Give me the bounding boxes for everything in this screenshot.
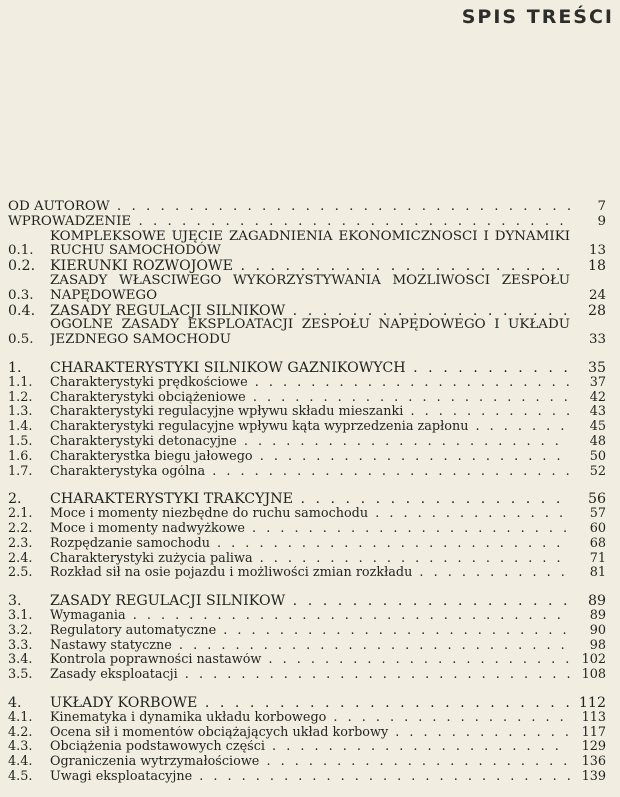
toc-entry <box>8 230 606 260</box>
toc-entry-page: 57 <box>589 506 606 522</box>
toc-entry <box>8 552 606 567</box>
toc-entry-number: 0.3. <box>8 287 34 303</box>
toc-entry-number: 3.1. <box>8 607 33 623</box>
toc-entry-title: Moce i momenty nadwyżkowe . . . <box>50 522 570 537</box>
toc-entry-page: 136 <box>581 754 606 770</box>
toc-entry <box>8 770 606 785</box>
toc-entry <box>8 594 606 609</box>
toc-entry-title: Charakterystyki detonacyjne . . . <box>50 435 570 450</box>
toc-entry-title: WPROWADZENIE . . . <box>8 215 570 230</box>
toc-entry-page: 52 <box>589 463 606 479</box>
toc-entry-page: 45 <box>589 419 606 435</box>
toc-entry <box>8 740 606 755</box>
toc-entry <box>8 215 606 230</box>
toc-entry-page: 43 <box>589 404 606 420</box>
toc-entry-number: 1.4. <box>8 419 33 435</box>
toc-entry <box>8 609 606 624</box>
toc-entry <box>8 450 606 465</box>
toc-entry-page: 24 <box>588 287 606 303</box>
toc-entry <box>8 200 606 215</box>
toc-entry <box>8 711 606 726</box>
toc-entry-page: 50 <box>589 448 606 464</box>
toc-entry-page: 60 <box>589 520 606 536</box>
toc-entry-page: 90 <box>589 622 606 638</box>
toc-entry <box>8 465 606 480</box>
toc-entry <box>8 435 606 450</box>
toc-entry-number: 1.6. <box>8 448 33 464</box>
toc-entry-number: 2.1. <box>8 506 33 522</box>
toc-entry-page: 139 <box>581 768 606 784</box>
toc-entry-title: OGÓLNE ZASADY EKSPLOATACJI ZESPOŁU NAPĘDOWEGO I UKŁADU JEZDNEGO SAMOCHODU <box>50 318 570 348</box>
toc-entry-title: Regulatory automatyczne . . . <box>50 624 570 639</box>
toc-entry-page: 35 <box>587 359 606 376</box>
toc-entry-number: 4.2. <box>8 724 33 740</box>
toc-entry-number: 1.3. <box>8 404 33 420</box>
toc-entry-page: 33 <box>588 332 606 348</box>
page-title: SPIS TREŚCI <box>461 6 614 28</box>
toc-entry-number: 1.2. <box>8 389 33 405</box>
toc-entry-number: 3. <box>8 593 22 610</box>
toc-entry-page: 42 <box>589 389 606 405</box>
toc-entry-title: Charakterystyki regulacyjne wpływu kąta wyprzedzenia zapłonu . . . <box>50 420 570 435</box>
toc-entry-title: Charakterystyki obciążeniowe . . . <box>50 391 570 406</box>
section-gap <box>8 581 606 594</box>
toc-entry-number: 4.3. <box>8 739 33 755</box>
toc-entry-page: 98 <box>589 637 606 653</box>
toc-entry-title: Nastawy statyczne . . . <box>50 639 570 654</box>
toc-entry-page: 13 <box>588 243 606 259</box>
toc-entry-page: 56 <box>587 491 606 508</box>
toc-entry-number: 2.4. <box>8 550 33 566</box>
toc-entry-number: 2.2. <box>8 520 33 536</box>
toc-entry <box>8 668 606 683</box>
toc-entry <box>8 537 606 552</box>
toc-entry-page: 9 <box>597 213 606 229</box>
toc-entry <box>8 420 606 435</box>
toc-entry-title: Zasady eksploatacji . . . <box>50 668 570 683</box>
toc-entry-title: CHARAKTERYSTYKI TRAKCYJNE . . . <box>50 492 570 507</box>
toc-entry-title: Charakterystyka ogólna . . . <box>50 465 570 480</box>
toc-entry-title: Ograniczenia wytrzymałościowe . . . <box>50 755 570 770</box>
toc-entry-number: 3.3. <box>8 637 33 653</box>
toc-entry-title: ZASADY REGULACJI SILNIKÓW . . . <box>50 304 570 319</box>
section-gap <box>8 479 606 492</box>
toc-entry-title: Obciążenia podstawowych części . . . <box>50 740 570 755</box>
toc-entry-page: 89 <box>587 593 606 610</box>
toc-entry-number: 3.4. <box>8 652 33 668</box>
toc-entry-page: 37 <box>589 374 606 390</box>
section-gap <box>8 683 606 696</box>
toc-entry <box>8 376 606 391</box>
toc-entry-number: 4. <box>8 694 22 711</box>
toc-entry-title: Charakterystka biegu jałowego . . . <box>50 450 570 465</box>
toc-entry <box>8 726 606 741</box>
toc-entry-number: 0.5. <box>8 332 34 348</box>
toc-entry-number: 1.1. <box>8 374 33 390</box>
toc-entry-page: 18 <box>587 258 606 275</box>
toc-entry <box>8 522 606 537</box>
section-gap <box>8 348 606 361</box>
toc-entry <box>8 361 606 376</box>
toc-entry-page: 89 <box>589 607 606 623</box>
toc-entry-title: KOMPLEKSOWE UJĘCIE ZAGADNIENIA EKONOMICZNOŚCI I DYNAMIKI RUCHU SAMOCHODÓW <box>50 229 570 259</box>
toc-entry-number: 2.3. <box>8 535 33 551</box>
toc-entry-title: Charakterystyki zużycia paliwa . . . <box>50 552 570 567</box>
toc-entry <box>8 274 606 304</box>
toc-entry-title: Wymagania . . . <box>50 609 570 624</box>
toc-entry-page: 68 <box>589 535 606 551</box>
toc-entry-page: 7 <box>597 199 606 214</box>
toc-entry <box>8 492 606 507</box>
toc-entry-title: Uwagi eksploatacyjne . . . <box>50 770 570 785</box>
toc-entry-title: Charakterystyki regulacyjne wpływu składu mieszanki . . . <box>50 405 570 420</box>
toc-entry-number: 2.5. <box>8 565 33 581</box>
toc-entry-page: 28 <box>587 302 606 319</box>
toc-entry <box>8 653 606 668</box>
toc-entry-number: 1. <box>8 359 22 376</box>
toc-entry-number: 3.2. <box>8 622 33 638</box>
toc-entry-title: Kinematyka i dynamika układu korbowego . . . <box>50 711 570 726</box>
toc-entry-title: OD AUTORÓW . . . <box>8 200 570 215</box>
toc-entry-number: 4.4. <box>8 754 33 770</box>
toc-entry-number: 1.7. <box>8 463 33 479</box>
toc-entry-number: 4.1. <box>8 709 33 725</box>
toc-entry-page: 108 <box>581 667 606 683</box>
toc-entry-number: 4.5. <box>8 768 33 784</box>
toc-entry-number: 0.1. <box>8 243 34 259</box>
toc-entry-title: Charakterystyki prędkościowe . . . <box>50 376 570 391</box>
toc-entry <box>8 639 606 654</box>
toc-entry-number: 3.5. <box>8 667 33 683</box>
toc-entry-title: KIERUNKI ROZWOJOWE . . . <box>50 259 570 274</box>
toc-entry <box>8 755 606 770</box>
toc-entry <box>8 318 606 348</box>
toc-entry <box>8 405 606 420</box>
toc-entry-title: Ocena sił i momentów obciążających układ korbowy . . . <box>50 726 570 741</box>
toc-entry <box>8 507 606 522</box>
toc-entry-page: 129 <box>581 739 606 755</box>
toc-entry-page: 81 <box>589 565 606 581</box>
toc-entry-title: Rozpędzanie samochodu . . . <box>50 537 570 552</box>
toc-entry <box>8 624 606 639</box>
toc-entry-number: 0.2. <box>8 258 36 275</box>
toc-entry-page: 71 <box>589 550 606 566</box>
toc-entry-page: 102 <box>581 652 606 668</box>
toc-entry <box>8 259 606 274</box>
toc-entry-number: 2. <box>8 491 22 508</box>
toc-entry-title: CHARAKTERYSTYKI SILNIKÓW GAŹNIKOWYCH . . . <box>50 361 570 376</box>
toc-entry-number: 1.5. <box>8 433 33 449</box>
toc-entry-title: Rozkład sił na osie pojazdu i możliwości zmian rozkładu . . . <box>50 566 570 581</box>
toc-entry-number: 0.4. <box>8 302 36 319</box>
toc-entry-title: Kontrola poprawności nastawów . . . <box>50 653 570 668</box>
toc-entry-title: UKŁADY KORBOWE . . . <box>50 696 570 711</box>
toc-entry-page: 48 <box>589 433 606 449</box>
toc-entry-page: 112 <box>578 694 606 711</box>
toc-entry <box>8 696 606 711</box>
toc-entry <box>8 391 606 406</box>
toc-entry-title: ZASADY REGULACJI SILNIKÓW . . . <box>50 594 570 609</box>
toc-entry-page: 117 <box>581 724 606 740</box>
toc-entry-page: 113 <box>581 709 606 725</box>
toc-entry-title: Moce i momenty niezbędne do ruchu samochodu . . . <box>50 507 570 522</box>
table-of-contents <box>8 200 606 785</box>
toc-entry <box>8 566 606 581</box>
toc-entry <box>8 304 606 319</box>
toc-entry-title: ZASADY WŁAŚCIWEGO WYKORZYSTYWANIA MOŻLIWOŚCI ZESPOŁU NAPĘDOWEGO <box>50 273 570 303</box>
